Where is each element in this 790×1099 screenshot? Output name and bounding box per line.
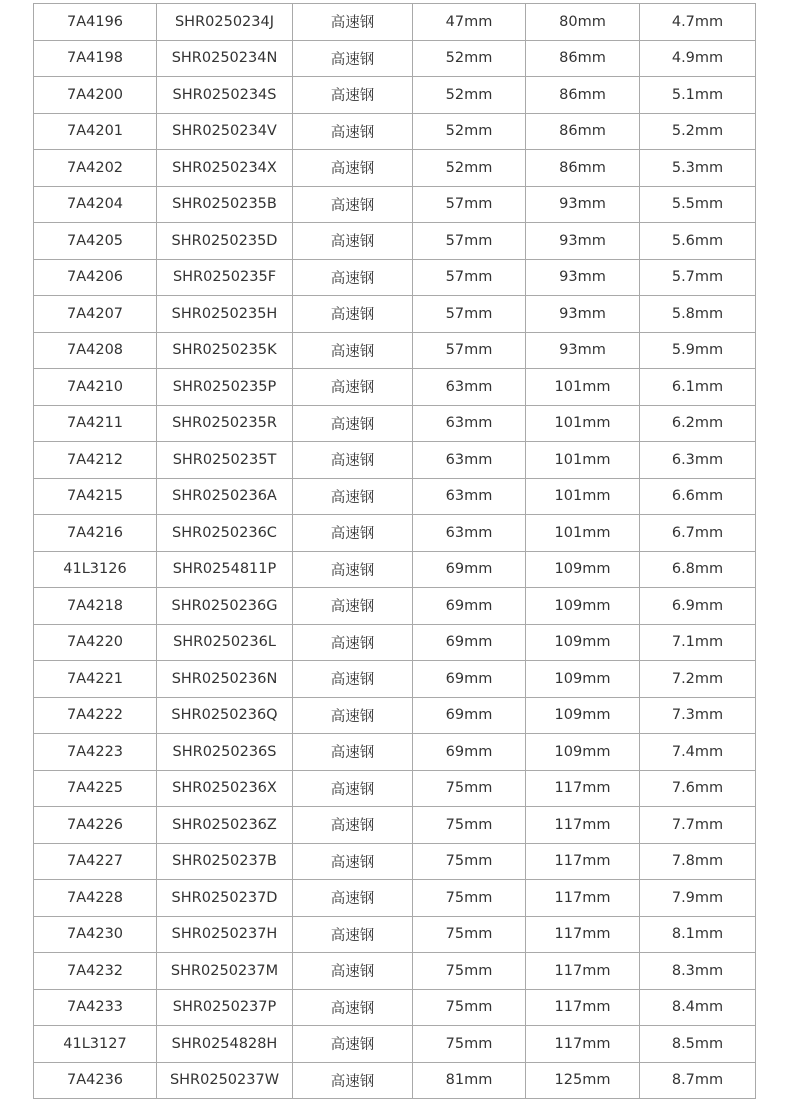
part-number-cell: SHR0254828H — [157, 1026, 293, 1063]
diameter-cell: 8.1mm — [640, 916, 756, 953]
part-number-cell: SHR0250234S — [157, 77, 293, 114]
item-code-cell: 7A4227 — [34, 843, 157, 880]
flute-length-cell: 63mm — [413, 478, 526, 515]
overall-length-cell: 93mm — [526, 296, 640, 333]
table-row — [34, 697, 756, 734]
overall-length-cell: 109mm — [526, 551, 640, 588]
overall-length-cell: 93mm — [526, 223, 640, 260]
flute-length-cell: 57mm — [413, 259, 526, 296]
table-row — [34, 515, 756, 552]
table-row — [34, 332, 756, 369]
table-row — [34, 989, 756, 1026]
item-code-cell: 7A4228 — [34, 880, 157, 917]
table-row — [34, 405, 756, 442]
part-number-cell: SHR0250236G — [157, 588, 293, 625]
diameter-cell: 7.9mm — [640, 880, 756, 917]
overall-length-cell: 86mm — [526, 113, 640, 150]
diameter-cell: 5.2mm — [640, 113, 756, 150]
flute-length-cell: 69mm — [413, 588, 526, 625]
material-cell: 高速钢 — [293, 916, 413, 953]
flute-length-cell: 75mm — [413, 989, 526, 1026]
diameter-cell: 6.2mm — [640, 405, 756, 442]
part-number-cell: SHR0250235B — [157, 186, 293, 223]
item-code-cell: 7A4210 — [34, 369, 157, 406]
table-row — [34, 442, 756, 479]
part-number-cell: SHR0250234X — [157, 150, 293, 187]
part-number-cell: SHR0250237P — [157, 989, 293, 1026]
part-number-cell: SHR0250237M — [157, 953, 293, 990]
item-code-cell: 7A4211 — [34, 405, 157, 442]
part-number-cell: SHR0250236Z — [157, 807, 293, 844]
item-code-cell: 7A4216 — [34, 515, 157, 552]
material-cell: 高速钢 — [293, 478, 413, 515]
part-number-cell: SHR0250234N — [157, 40, 293, 77]
item-code-cell: 7A4200 — [34, 77, 157, 114]
part-number-cell: SHR0250236S — [157, 734, 293, 771]
material-cell: 高速钢 — [293, 880, 413, 917]
table-row — [34, 186, 756, 223]
table-row — [34, 916, 756, 953]
flute-length-cell: 52mm — [413, 113, 526, 150]
material-cell: 高速钢 — [293, 442, 413, 479]
overall-length-cell: 101mm — [526, 515, 640, 552]
item-code-cell: 7A4223 — [34, 734, 157, 771]
item-code-cell: 7A4204 — [34, 186, 157, 223]
flute-length-cell: 75mm — [413, 843, 526, 880]
overall-length-cell: 117mm — [526, 770, 640, 807]
part-number-cell: SHR0250237D — [157, 880, 293, 917]
material-cell: 高速钢 — [293, 661, 413, 698]
table-row — [34, 259, 756, 296]
table-row — [34, 150, 756, 187]
flute-length-cell: 69mm — [413, 551, 526, 588]
diameter-cell: 5.1mm — [640, 77, 756, 114]
diameter-cell: 8.3mm — [640, 953, 756, 990]
part-number-cell: SHR0250235P — [157, 369, 293, 406]
flute-length-cell: 75mm — [413, 916, 526, 953]
table-row — [34, 4, 756, 41]
item-code-cell: 7A4215 — [34, 478, 157, 515]
diameter-cell: 5.3mm — [640, 150, 756, 187]
material-cell: 高速钢 — [293, 332, 413, 369]
part-number-cell: SHR0250235D — [157, 223, 293, 260]
flute-length-cell: 69mm — [413, 697, 526, 734]
part-number-cell: SHR0250235R — [157, 405, 293, 442]
material-cell: 高速钢 — [293, 624, 413, 661]
overall-length-cell: 109mm — [526, 624, 640, 661]
material-cell: 高速钢 — [293, 953, 413, 990]
table-row — [34, 807, 756, 844]
part-number-cell: SHR0250235F — [157, 259, 293, 296]
diameter-cell: 7.1mm — [640, 624, 756, 661]
material-cell: 高速钢 — [293, 40, 413, 77]
table-row — [34, 113, 756, 150]
table-row — [34, 953, 756, 990]
item-code-cell: 7A4220 — [34, 624, 157, 661]
flute-length-cell: 52mm — [413, 150, 526, 187]
part-number-cell: SHR0250236A — [157, 478, 293, 515]
overall-length-cell: 101mm — [526, 369, 640, 406]
flute-length-cell: 52mm — [413, 77, 526, 114]
diameter-cell: 7.4mm — [640, 734, 756, 771]
overall-length-cell: 93mm — [526, 186, 640, 223]
table-row — [34, 223, 756, 260]
overall-length-cell: 86mm — [526, 40, 640, 77]
table-row — [34, 734, 756, 771]
table-row — [34, 661, 756, 698]
flute-length-cell: 63mm — [413, 515, 526, 552]
item-code-cell: 7A4233 — [34, 989, 157, 1026]
part-number-cell: SHR0250236C — [157, 515, 293, 552]
flute-length-cell: 81mm — [413, 1062, 526, 1099]
table-row — [34, 843, 756, 880]
item-code-cell: 7A4218 — [34, 588, 157, 625]
diameter-cell: 8.4mm — [640, 989, 756, 1026]
flute-length-cell: 75mm — [413, 880, 526, 917]
spec-table-body — [34, 4, 756, 1099]
table-row — [34, 770, 756, 807]
flute-length-cell: 52mm — [413, 40, 526, 77]
diameter-cell: 7.7mm — [640, 807, 756, 844]
overall-length-cell: 117mm — [526, 1026, 640, 1063]
overall-length-cell: 101mm — [526, 405, 640, 442]
table-row — [34, 40, 756, 77]
item-code-cell: 7A4202 — [34, 150, 157, 187]
material-cell: 高速钢 — [293, 551, 413, 588]
item-code-cell: 41L3126 — [34, 551, 157, 588]
material-cell: 高速钢 — [293, 770, 413, 807]
material-cell: 高速钢 — [293, 734, 413, 771]
item-code-cell: 7A4230 — [34, 916, 157, 953]
part-number-cell: SHR0250237W — [157, 1062, 293, 1099]
flute-length-cell: 69mm — [413, 734, 526, 771]
table-row — [34, 77, 756, 114]
item-code-cell: 7A4207 — [34, 296, 157, 333]
material-cell: 高速钢 — [293, 989, 413, 1026]
part-number-cell: SHR0250236X — [157, 770, 293, 807]
table-row — [34, 551, 756, 588]
part-number-cell: SHR0250235K — [157, 332, 293, 369]
overall-length-cell: 117mm — [526, 989, 640, 1026]
material-cell: 高速钢 — [293, 1062, 413, 1099]
diameter-cell: 6.8mm — [640, 551, 756, 588]
overall-length-cell: 93mm — [526, 259, 640, 296]
item-code-cell: 7A4198 — [34, 40, 157, 77]
material-cell: 高速钢 — [293, 807, 413, 844]
overall-length-cell: 117mm — [526, 916, 640, 953]
flute-length-cell: 75mm — [413, 770, 526, 807]
flute-length-cell: 57mm — [413, 296, 526, 333]
part-number-cell: SHR0250234V — [157, 113, 293, 150]
table-row — [34, 588, 756, 625]
flute-length-cell: 57mm — [413, 223, 526, 260]
part-number-cell: SHR0250235H — [157, 296, 293, 333]
diameter-cell: 5.6mm — [640, 223, 756, 260]
flute-length-cell: 63mm — [413, 369, 526, 406]
diameter-cell: 7.2mm — [640, 661, 756, 698]
overall-length-cell: 101mm — [526, 442, 640, 479]
part-number-cell: SHR0250235T — [157, 442, 293, 479]
part-number-cell: SHR0250236L — [157, 624, 293, 661]
overall-length-cell: 109mm — [526, 697, 640, 734]
diameter-cell: 6.3mm — [640, 442, 756, 479]
part-number-cell: SHR0250236Q — [157, 697, 293, 734]
material-cell: 高速钢 — [293, 296, 413, 333]
table-row — [34, 296, 756, 333]
diameter-cell: 6.1mm — [640, 369, 756, 406]
material-cell: 高速钢 — [293, 369, 413, 406]
part-number-cell: SHR0250234J — [157, 4, 293, 41]
part-number-cell: SHR0250236N — [157, 661, 293, 698]
material-cell: 高速钢 — [293, 223, 413, 260]
item-code-cell: 7A4225 — [34, 770, 157, 807]
diameter-cell: 5.8mm — [640, 296, 756, 333]
item-code-cell: 7A4196 — [34, 4, 157, 41]
overall-length-cell: 93mm — [526, 332, 640, 369]
material-cell: 高速钢 — [293, 405, 413, 442]
overall-length-cell: 117mm — [526, 880, 640, 917]
diameter-cell: 5.5mm — [640, 186, 756, 223]
material-cell: 高速钢 — [293, 515, 413, 552]
diameter-cell: 6.9mm — [640, 588, 756, 625]
material-cell: 高速钢 — [293, 113, 413, 150]
item-code-cell: 7A4221 — [34, 661, 157, 698]
part-number-cell: SHR0250237H — [157, 916, 293, 953]
table-row — [34, 1062, 756, 1099]
item-code-cell: 7A4212 — [34, 442, 157, 479]
flute-length-cell: 57mm — [413, 186, 526, 223]
item-code-cell: 7A4206 — [34, 259, 157, 296]
flute-length-cell: 75mm — [413, 953, 526, 990]
material-cell: 高速钢 — [293, 1026, 413, 1063]
flute-length-cell: 75mm — [413, 1026, 526, 1063]
material-cell: 高速钢 — [293, 588, 413, 625]
flute-length-cell: 69mm — [413, 661, 526, 698]
material-cell: 高速钢 — [293, 259, 413, 296]
item-code-cell: 7A4222 — [34, 697, 157, 734]
diameter-cell: 6.7mm — [640, 515, 756, 552]
material-cell: 高速钢 — [293, 77, 413, 114]
flute-length-cell: 47mm — [413, 4, 526, 41]
overall-length-cell: 117mm — [526, 843, 640, 880]
diameter-cell: 5.9mm — [640, 332, 756, 369]
spec-table — [33, 3, 756, 1099]
diameter-cell: 8.7mm — [640, 1062, 756, 1099]
diameter-cell: 4.9mm — [640, 40, 756, 77]
item-code-cell: 7A4236 — [34, 1062, 157, 1099]
item-code-cell: 7A4205 — [34, 223, 157, 260]
material-cell: 高速钢 — [293, 697, 413, 734]
table-row — [34, 369, 756, 406]
overall-length-cell: 86mm — [526, 150, 640, 187]
part-number-cell: SHR0254811P — [157, 551, 293, 588]
flute-length-cell: 63mm — [413, 442, 526, 479]
item-code-cell: 7A4201 — [34, 113, 157, 150]
overall-length-cell: 86mm — [526, 77, 640, 114]
table-row — [34, 624, 756, 661]
overall-length-cell: 109mm — [526, 661, 640, 698]
item-code-cell: 41L3127 — [34, 1026, 157, 1063]
diameter-cell: 8.5mm — [640, 1026, 756, 1063]
overall-length-cell: 117mm — [526, 953, 640, 990]
item-code-cell: 7A4232 — [34, 953, 157, 990]
table-row — [34, 880, 756, 917]
diameter-cell: 5.7mm — [640, 259, 756, 296]
flute-length-cell: 69mm — [413, 624, 526, 661]
diameter-cell: 6.6mm — [640, 478, 756, 515]
flute-length-cell: 75mm — [413, 807, 526, 844]
diameter-cell: 4.7mm — [640, 4, 756, 41]
flute-length-cell: 63mm — [413, 405, 526, 442]
overall-length-cell: 117mm — [526, 807, 640, 844]
material-cell: 高速钢 — [293, 186, 413, 223]
diameter-cell: 7.6mm — [640, 770, 756, 807]
part-number-cell: SHR0250237B — [157, 843, 293, 880]
overall-length-cell: 109mm — [526, 588, 640, 625]
material-cell: 高速钢 — [293, 150, 413, 187]
diameter-cell: 7.3mm — [640, 697, 756, 734]
overall-length-cell: 109mm — [526, 734, 640, 771]
diameter-cell: 7.8mm — [640, 843, 756, 880]
overall-length-cell: 101mm — [526, 478, 640, 515]
table-row — [34, 1026, 756, 1063]
overall-length-cell: 125mm — [526, 1062, 640, 1099]
material-cell: 高速钢 — [293, 843, 413, 880]
flute-length-cell: 57mm — [413, 332, 526, 369]
item-code-cell: 7A4208 — [34, 332, 157, 369]
item-code-cell: 7A4226 — [34, 807, 157, 844]
material-cell: 高速钢 — [293, 4, 413, 41]
overall-length-cell: 80mm — [526, 4, 640, 41]
table-row — [34, 478, 756, 515]
